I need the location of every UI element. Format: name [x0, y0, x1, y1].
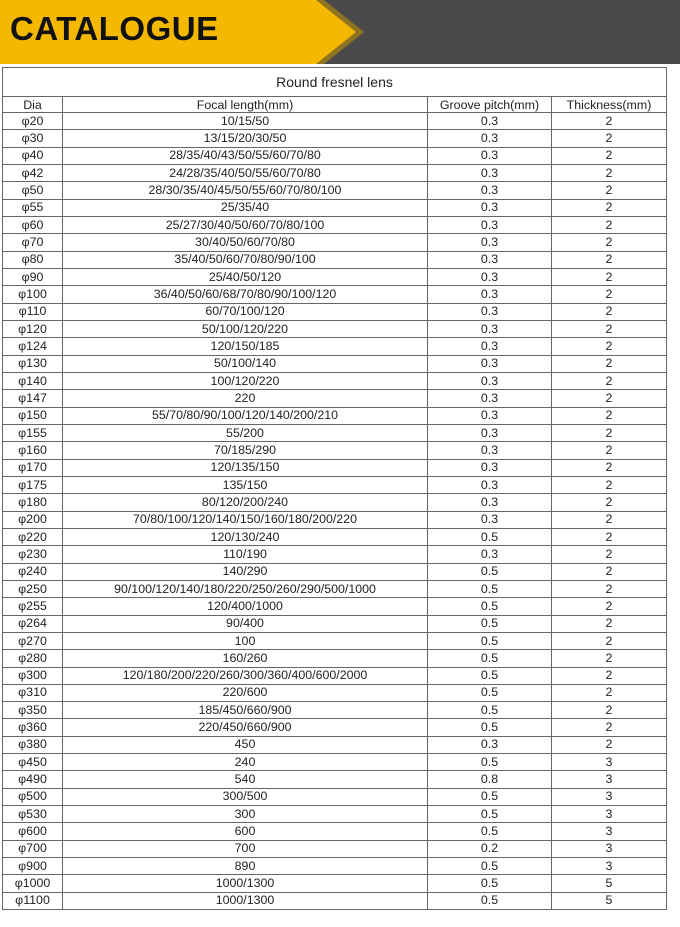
cell-focal-length: 25/27/30/40/50/60/70/80/100 — [63, 216, 428, 233]
table-row — [3, 702, 667, 719]
cell-focal-length: 25/40/50/120 — [63, 268, 428, 285]
cell-thickness: 2 — [552, 684, 667, 701]
cell-focal-length: 70/185/290 — [63, 442, 428, 459]
cell-thickness: 2 — [552, 442, 667, 459]
cell-focal-length: 120/150/185 — [63, 338, 428, 355]
cell-dia: φ500 — [3, 788, 63, 805]
cell-focal-length: 50/100/120/220 — [63, 320, 428, 337]
table-row — [3, 164, 667, 181]
cell-focal-length: 80/120/200/240 — [63, 494, 428, 511]
table-row — [3, 147, 667, 164]
cell-groove-pitch: 0.3 — [428, 268, 552, 285]
cell-groove-pitch: 0.3 — [428, 216, 552, 233]
cell-thickness: 2 — [552, 268, 667, 285]
catalogue-banner — [0, 0, 680, 64]
cell-dia: φ50 — [3, 182, 63, 199]
page-title: CATALOGUE — [10, 10, 219, 47]
table-row — [3, 407, 667, 424]
cell-thickness: 2 — [552, 511, 667, 528]
table-row — [3, 528, 667, 545]
cell-groove-pitch: 0.8 — [428, 771, 552, 788]
cell-thickness: 3 — [552, 771, 667, 788]
cell-groove-pitch: 0.3 — [428, 234, 552, 251]
table-row — [3, 840, 667, 857]
table-row — [3, 390, 667, 407]
table-row — [3, 234, 667, 251]
cell-groove-pitch: 0.3 — [428, 130, 552, 147]
cell-focal-length: 135/150 — [63, 476, 428, 493]
cell-groove-pitch: 0.5 — [428, 580, 552, 597]
table-row — [3, 338, 667, 355]
cell-thickness: 2 — [552, 494, 667, 511]
cell-focal-length: 70/80/100/120/140/150/160/180/200/220 — [63, 511, 428, 528]
table-row — [3, 511, 667, 528]
cell-groove-pitch: 0.5 — [428, 632, 552, 649]
cell-focal-length: 90/100/120/140/180/220/250/260/290/500/1000 — [63, 580, 428, 597]
cell-thickness: 2 — [552, 476, 667, 493]
cell-focal-length: 25/35/40 — [63, 199, 428, 216]
cell-groove-pitch: 0.3 — [428, 494, 552, 511]
cell-dia: φ130 — [3, 355, 63, 372]
cell-dia: φ20 — [3, 113, 63, 130]
table-row — [3, 892, 667, 909]
cell-thickness: 3 — [552, 788, 667, 805]
cell-dia: φ155 — [3, 424, 63, 441]
cell-thickness: 2 — [552, 650, 667, 667]
cell-focal-length: 1000/1300 — [63, 892, 428, 909]
cell-dia: φ124 — [3, 338, 63, 355]
cell-dia: φ250 — [3, 580, 63, 597]
cell-focal-length: 220/600 — [63, 684, 428, 701]
cell-groove-pitch: 0.5 — [428, 719, 552, 736]
cell-thickness: 2 — [552, 251, 667, 268]
cell-dia: φ300 — [3, 667, 63, 684]
cell-focal-length: 30/40/50/60/70/80 — [63, 234, 428, 251]
cell-thickness: 2 — [552, 199, 667, 216]
table-row — [3, 494, 667, 511]
cell-thickness: 2 — [552, 528, 667, 545]
cell-dia: φ42 — [3, 164, 63, 181]
table-row — [3, 113, 667, 130]
cell-thickness: 2 — [552, 320, 667, 337]
cell-dia: φ30 — [3, 130, 63, 147]
cell-groove-pitch: 0.3 — [428, 736, 552, 753]
cell-focal-length: 220 — [63, 390, 428, 407]
cell-thickness: 3 — [552, 858, 667, 875]
cell-focal-length: 100/120/220 — [63, 372, 428, 389]
cell-thickness: 2 — [552, 580, 667, 597]
cell-dia: φ140 — [3, 372, 63, 389]
cell-focal-length: 185/450/660/900 — [63, 702, 428, 719]
cell-dia: φ700 — [3, 840, 63, 857]
cell-focal-length: 28/35/40/43/50/55/60/70/80 — [63, 147, 428, 164]
cell-dia: φ1100 — [3, 892, 63, 909]
cell-groove-pitch: 0.5 — [428, 875, 552, 892]
cell-groove-pitch: 0.3 — [428, 476, 552, 493]
cell-dia: φ110 — [3, 303, 63, 320]
table-row — [3, 442, 667, 459]
table-row — [3, 632, 667, 649]
table-row — [3, 806, 667, 823]
cell-groove-pitch: 0.5 — [428, 528, 552, 545]
cell-thickness: 2 — [552, 355, 667, 372]
cell-groove-pitch: 0.5 — [428, 823, 552, 840]
cell-groove-pitch: 0.3 — [428, 390, 552, 407]
cell-dia: φ150 — [3, 407, 63, 424]
cell-focal-length: 120/130/240 — [63, 528, 428, 545]
cell-thickness: 2 — [552, 113, 667, 130]
table-row — [3, 823, 667, 840]
cell-dia: φ255 — [3, 598, 63, 615]
cell-thickness: 2 — [552, 736, 667, 753]
cell-dia: φ450 — [3, 754, 63, 771]
cell-thickness: 3 — [552, 823, 667, 840]
cell-groove-pitch: 0.3 — [428, 459, 552, 476]
cell-thickness: 2 — [552, 130, 667, 147]
table-row — [3, 580, 667, 597]
cell-thickness: 2 — [552, 216, 667, 233]
cell-dia: φ1000 — [3, 875, 63, 892]
cell-groove-pitch: 0.5 — [428, 858, 552, 875]
table-row — [3, 684, 667, 701]
table-row — [3, 320, 667, 337]
cell-dia: φ170 — [3, 459, 63, 476]
cell-dia: φ280 — [3, 650, 63, 667]
table-row — [3, 182, 667, 199]
cell-groove-pitch: 0.3 — [428, 303, 552, 320]
table-row — [3, 858, 667, 875]
cell-groove-pitch: 0.3 — [428, 147, 552, 164]
fresnel-lens-table — [2, 67, 667, 910]
cell-thickness: 2 — [552, 424, 667, 441]
cell-dia: φ310 — [3, 684, 63, 701]
table-row — [3, 650, 667, 667]
table-row — [3, 771, 667, 788]
cell-groove-pitch: 0.5 — [428, 684, 552, 701]
cell-dia: φ220 — [3, 528, 63, 545]
cell-focal-length: 90/400 — [63, 615, 428, 632]
table-row — [3, 546, 667, 563]
table-row — [3, 199, 667, 216]
cell-groove-pitch: 0.3 — [428, 164, 552, 181]
table-row — [3, 355, 667, 372]
table-header-row — [3, 97, 667, 113]
cell-thickness: 2 — [552, 719, 667, 736]
table-row — [3, 736, 667, 753]
cell-thickness: 5 — [552, 892, 667, 909]
table-row — [3, 615, 667, 632]
cell-dia: φ200 — [3, 511, 63, 528]
cell-dia: φ490 — [3, 771, 63, 788]
cell-groove-pitch: 0.3 — [428, 320, 552, 337]
cell-thickness: 2 — [552, 234, 667, 251]
cell-thickness: 2 — [552, 615, 667, 632]
cell-thickness: 2 — [552, 407, 667, 424]
cell-groove-pitch: 0.3 — [428, 286, 552, 303]
cell-groove-pitch: 0.5 — [428, 702, 552, 719]
cell-groove-pitch: 0.3 — [428, 251, 552, 268]
cell-thickness: 2 — [552, 164, 667, 181]
cell-focal-length: 600 — [63, 823, 428, 840]
cell-groove-pitch: 0.2 — [428, 840, 552, 857]
cell-focal-length: 100 — [63, 632, 428, 649]
cell-dia: φ147 — [3, 390, 63, 407]
cell-groove-pitch: 0.5 — [428, 598, 552, 615]
cell-focal-length: 120/400/1000 — [63, 598, 428, 615]
cell-thickness: 5 — [552, 875, 667, 892]
cell-focal-length: 450 — [63, 736, 428, 753]
cell-dia: φ180 — [3, 494, 63, 511]
cell-thickness: 2 — [552, 390, 667, 407]
cell-groove-pitch: 0.3 — [428, 182, 552, 199]
cell-focal-length: 700 — [63, 840, 428, 857]
cell-dia: φ40 — [3, 147, 63, 164]
cell-thickness: 2 — [552, 147, 667, 164]
cell-thickness: 2 — [552, 286, 667, 303]
table-row — [3, 372, 667, 389]
table-row — [3, 459, 667, 476]
table-row — [3, 216, 667, 233]
cell-groove-pitch: 0.5 — [428, 563, 552, 580]
cell-focal-length: 10/15/50 — [63, 113, 428, 130]
column-header-groove-pitch: Groove pitch(mm) — [428, 97, 552, 113]
cell-focal-length: 120/135/150 — [63, 459, 428, 476]
cell-focal-length: 60/70/100/120 — [63, 303, 428, 320]
cell-focal-length: 240 — [63, 754, 428, 771]
cell-dia: φ90 — [3, 268, 63, 285]
cell-dia: φ160 — [3, 442, 63, 459]
cell-groove-pitch: 0.3 — [428, 407, 552, 424]
cell-dia: φ70 — [3, 234, 63, 251]
table-row — [3, 476, 667, 493]
cell-dia: φ264 — [3, 615, 63, 632]
cell-groove-pitch: 0.3 — [428, 424, 552, 441]
table-row — [3, 130, 667, 147]
cell-groove-pitch: 0.5 — [428, 806, 552, 823]
table-body — [3, 113, 667, 910]
cell-dia: φ100 — [3, 286, 63, 303]
table-row — [3, 754, 667, 771]
cell-dia: φ175 — [3, 476, 63, 493]
cell-thickness: 2 — [552, 632, 667, 649]
table-row — [3, 788, 667, 805]
cell-focal-length: 28/30/35/40/45/50/55/60/70/80/100 — [63, 182, 428, 199]
cell-dia: φ55 — [3, 199, 63, 216]
cell-dia: φ600 — [3, 823, 63, 840]
cell-thickness: 2 — [552, 459, 667, 476]
cell-dia: φ360 — [3, 719, 63, 736]
column-header-focal-length: Focal length(mm) — [63, 97, 428, 113]
column-header-dia: Dia — [3, 97, 63, 113]
table-row — [3, 424, 667, 441]
cell-groove-pitch: 0.5 — [428, 667, 552, 684]
cell-focal-length: 120/180/200/220/260/300/360/400/600/2000 — [63, 667, 428, 684]
cell-dia: φ80 — [3, 251, 63, 268]
cell-groove-pitch: 0.3 — [428, 546, 552, 563]
cell-dia: φ230 — [3, 546, 63, 563]
cell-dia: φ240 — [3, 563, 63, 580]
table-row — [3, 268, 667, 285]
table-row — [3, 667, 667, 684]
cell-dia: φ60 — [3, 216, 63, 233]
cell-focal-length: 140/290 — [63, 563, 428, 580]
cell-focal-length: 13/15/20/30/50 — [63, 130, 428, 147]
cell-dia: φ380 — [3, 736, 63, 753]
cell-thickness: 2 — [552, 563, 667, 580]
cell-focal-length: 540 — [63, 771, 428, 788]
cell-groove-pitch: 0.3 — [428, 199, 552, 216]
cell-thickness: 2 — [552, 372, 667, 389]
table-row — [3, 303, 667, 320]
cell-thickness: 2 — [552, 182, 667, 199]
cell-thickness: 2 — [552, 702, 667, 719]
cell-focal-length: 220/450/660/900 — [63, 719, 428, 736]
cell-thickness: 3 — [552, 754, 667, 771]
cell-groove-pitch: 0.3 — [428, 442, 552, 459]
cell-groove-pitch: 0.5 — [428, 754, 552, 771]
cell-focal-length: 160/260 — [63, 650, 428, 667]
cell-thickness: 2 — [552, 338, 667, 355]
cell-focal-length: 300 — [63, 806, 428, 823]
cell-groove-pitch: 0.3 — [428, 511, 552, 528]
cell-focal-length: 1000/1300 — [63, 875, 428, 892]
cell-dia: φ900 — [3, 858, 63, 875]
column-header-thickness: Thickness(mm) — [552, 97, 667, 113]
cell-thickness: 3 — [552, 840, 667, 857]
table-caption: Round fresnel lens — [3, 68, 667, 97]
cell-focal-length: 300/500 — [63, 788, 428, 805]
cell-focal-length: 55/70/80/90/100/120/140/200/210 — [63, 407, 428, 424]
cell-dia: φ350 — [3, 702, 63, 719]
cell-groove-pitch: 0.5 — [428, 650, 552, 667]
cell-groove-pitch: 0.3 — [428, 372, 552, 389]
cell-groove-pitch: 0.3 — [428, 113, 552, 130]
table-row — [3, 286, 667, 303]
cell-focal-length: 50/100/140 — [63, 355, 428, 372]
cell-dia: φ530 — [3, 806, 63, 823]
cell-thickness: 2 — [552, 667, 667, 684]
cell-thickness: 2 — [552, 303, 667, 320]
cell-groove-pitch: 0.3 — [428, 355, 552, 372]
cell-dia: φ270 — [3, 632, 63, 649]
cell-focal-length: 36/40/50/60/68/70/80/90/100/120 — [63, 286, 428, 303]
table-row — [3, 875, 667, 892]
cell-groove-pitch: 0.3 — [428, 338, 552, 355]
cell-focal-length: 110/190 — [63, 546, 428, 563]
cell-dia: φ120 — [3, 320, 63, 337]
cell-thickness: 2 — [552, 598, 667, 615]
cell-groove-pitch: 0.5 — [428, 892, 552, 909]
cell-focal-length: 55/200 — [63, 424, 428, 441]
table-row — [3, 719, 667, 736]
cell-focal-length: 35/40/50/60/70/80/90/100 — [63, 251, 428, 268]
cell-focal-length: 24/28/35/40/50/55/60/70/80 — [63, 164, 428, 181]
table-row — [3, 598, 667, 615]
cell-groove-pitch: 0.5 — [428, 615, 552, 632]
table-row — [3, 563, 667, 580]
cell-focal-length: 890 — [63, 858, 428, 875]
cell-thickness: 2 — [552, 546, 667, 563]
table-row — [3, 251, 667, 268]
cell-thickness: 3 — [552, 806, 667, 823]
cell-groove-pitch: 0.5 — [428, 788, 552, 805]
